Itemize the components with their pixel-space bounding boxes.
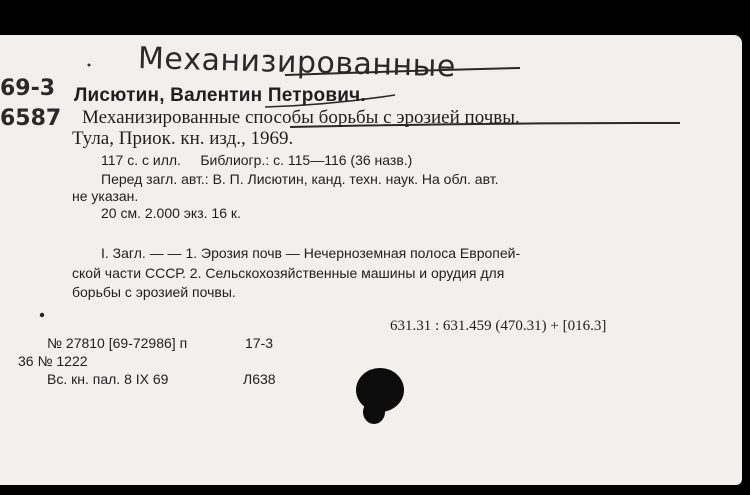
- call-number-bottom: 6587: [0, 106, 62, 131]
- responsibility-line-1: Перед загл. авт.: В. П. Лисютин, канд. техн. наук. На обл. авт.: [101, 171, 499, 187]
- handwritten-heading: Механизированные: [137, 41, 457, 85]
- ink-speck: [88, 64, 91, 67]
- registry-number: № 27810 [69-72986] п: [47, 335, 188, 351]
- tracing-line-2: ской части СССР. 2. Сельскохозяйственные машины и орудия для: [72, 265, 505, 281]
- author-line: Лисютин, Валентин Петрович.: [74, 85, 366, 106]
- second-number: 36 № 1222: [18, 353, 88, 369]
- registry-code: 17-3: [245, 335, 274, 351]
- call-number-top: 69-3: [0, 76, 56, 101]
- tracing-line-3: борьбы с эрозией почвы.: [72, 284, 236, 300]
- ink-speck: [40, 313, 44, 317]
- catalog-card: [0, 35, 742, 485]
- ink-blot-drip: [363, 400, 385, 424]
- responsibility-line-2: не указан.: [72, 188, 139, 204]
- approval-line: Вс. кн. пал. 8 IX 69: [47, 371, 169, 387]
- udc-classification: 631.31 : 631.459 (470.31) + [016.3]: [390, 318, 607, 334]
- printer-code: Л638: [243, 371, 276, 387]
- tracing-line-1: I. Загл. — — 1. Эрозия почв — Нечерноземная полоса Европей-: [101, 245, 521, 261]
- imprint-line: Тула, Приок. кн. изд., 1969.: [72, 128, 294, 149]
- format-line: 20 см. 2.000 экз. 16 к.: [101, 205, 241, 221]
- title-line: Механизированные способы борьбы с эрозией почвы.: [82, 107, 520, 128]
- collation-line: 117 с. с илл. Библиогр.: с. 115—116 (36 назв.): [101, 152, 413, 168]
